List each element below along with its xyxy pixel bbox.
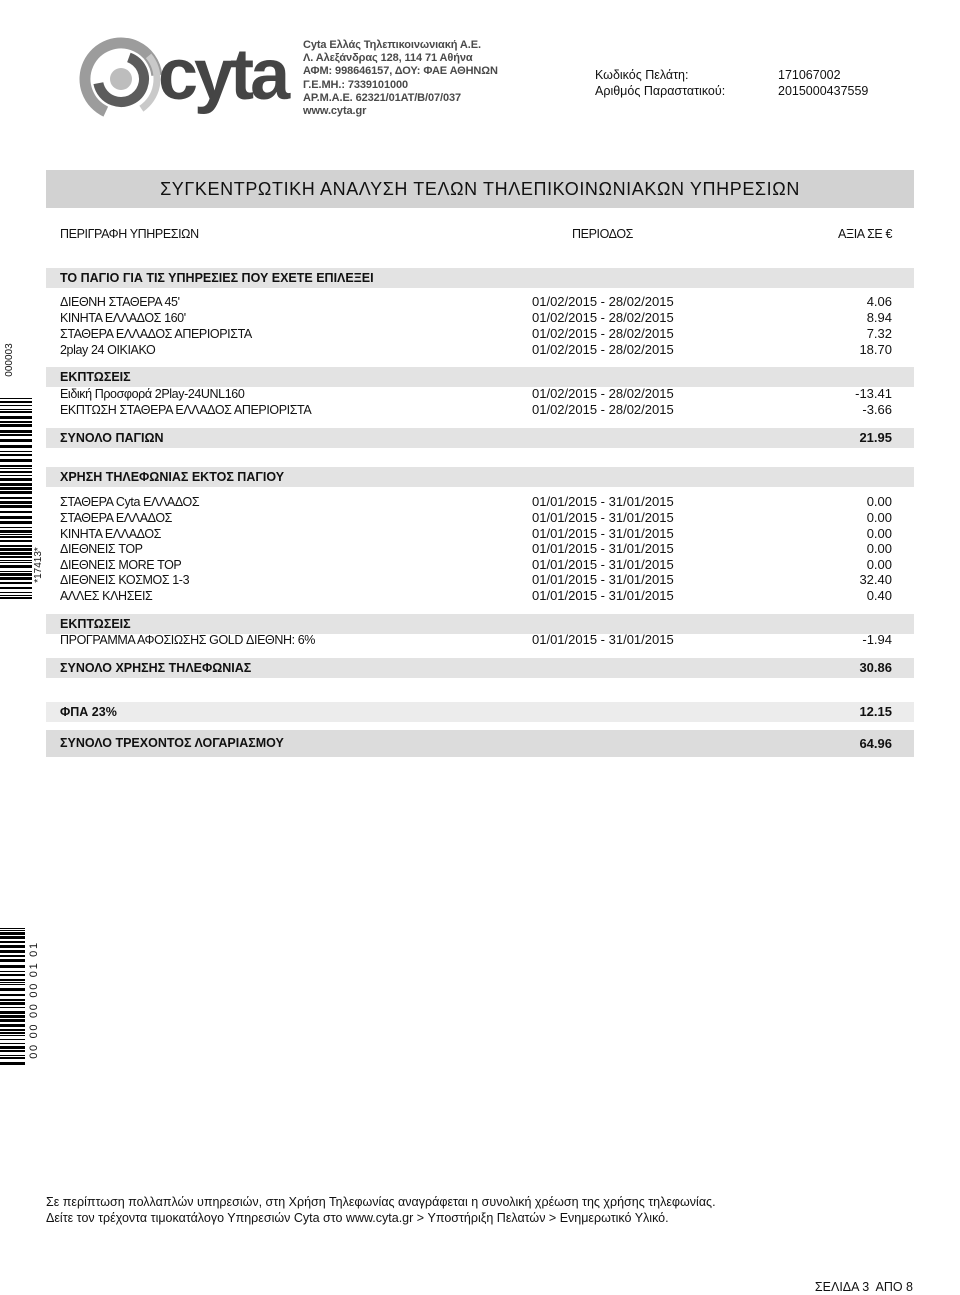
table-row [46, 526, 914, 542]
barcode-bar [0, 582, 32, 584]
barcode-bar [0, 950, 25, 953]
row-period: 01/01/2015 - 31/01/2015 [532, 588, 674, 603]
barcode-bar [0, 445, 32, 448]
barcode-bar [0, 501, 32, 504]
barcode-bar [0, 1050, 25, 1052]
barcode-bar [0, 941, 25, 943]
barcode-bar [0, 571, 32, 572]
grand-total-label: ΣΥΝΟΛΟ ΤΡΕΧΟΝΤΟΣ ΛΟΓΑΡΙΑΣΜΟΥ [60, 736, 284, 750]
row-amount: 0.00 [866, 526, 892, 541]
barcode-bar [0, 562, 32, 563]
table-row [46, 294, 914, 310]
barcode-bar [0, 536, 32, 538]
barcode-bar [0, 434, 32, 436]
customer-code-value: 171067002 [778, 68, 841, 82]
section-usage-discounts-heading [46, 614, 914, 634]
barcode-bar [0, 936, 25, 939]
row-period: 01/01/2015 - 31/01/2015 [532, 526, 674, 541]
barcode-bar [0, 982, 25, 983]
company-name: Cyta Ελλάς Τηλεπικοινωνιακή Α.Ε. [303, 39, 481, 51]
row-amount: 8.94 [866, 310, 892, 325]
row-description: ΚΙΝΗΤΑ ΕΛΛΑΔΟΣ 160' [60, 311, 186, 325]
row-description: ΑΛΛΕΣ ΚΛΗΣΕΙΣ [60, 589, 153, 603]
row-period: 01/02/2015 - 28/02/2015 [532, 386, 674, 401]
row-description: ΣΤΑΘΕΡΑ Cyta ΕΛΛΑΔΟΣ [60, 495, 200, 509]
barcode-bar [0, 955, 25, 957]
barcode-bar [0, 552, 32, 555]
document-number-label: Αριθμός Παραστατικού: [595, 84, 726, 98]
row-amount: -13.41 [855, 386, 892, 401]
column-period: ΠΕΡΙΟΔΟΣ [572, 227, 633, 241]
section-fixed-heading [46, 268, 914, 288]
row-description: ΠΡΟΓΡΑΜΜΑ ΑΦΟΣΙΩΣΗΣ GOLD ΔΙΕΘΝΗ: 6% [60, 633, 315, 647]
row-period: 01/01/2015 - 31/01/2015 [532, 572, 674, 587]
barcode-bar [0, 516, 32, 519]
barcode-bar [0, 560, 32, 561]
bottom-code: 00 00 00 00 01 01 [28, 941, 40, 1059]
barcode-bar [0, 1029, 25, 1031]
barcode-bar [0, 974, 25, 976]
barcode-bar [0, 1015, 25, 1018]
barcode-bar [0, 979, 25, 981]
barcode-code: *17413* [33, 547, 44, 583]
barcode-bar [0, 587, 32, 589]
barcode-bar [0, 971, 25, 972]
fixed-total-value: 21.95 [859, 430, 892, 445]
barcode-bar [0, 471, 32, 473]
barcode-bar [0, 409, 32, 410]
fixed-total-row [46, 428, 914, 448]
barcode-bar [0, 928, 25, 929]
barcode-bar [0, 932, 25, 935]
barcode-bar [0, 548, 32, 551]
barcode-bar [0, 483, 32, 486]
barcode-bar [0, 1032, 25, 1034]
row-amount: 0.00 [866, 494, 892, 509]
table-row [46, 310, 914, 326]
barcode-bar [0, 430, 32, 433]
row-amount: 0.00 [866, 557, 892, 572]
barcode-bar [0, 451, 32, 452]
table-row [46, 588, 914, 604]
row-amount: 18.70 [859, 342, 892, 357]
barcode-bar [0, 487, 32, 490]
fixed-total-label: ΣΥΝΟΛΟ ΠΑΓΙΩΝ [60, 431, 164, 445]
table-row [46, 386, 914, 402]
section-fixed-discounts-heading [46, 367, 914, 387]
barcode-bar [0, 930, 25, 931]
barcode-bar [0, 994, 25, 996]
barcode-bar [0, 416, 32, 419]
barcode-bar [0, 405, 32, 406]
usage-total-label: ΣΥΝΟΛΟ ΧΡΗΣΗΣ ΤΗΛΕΦΩΝΙΑΣ [60, 661, 252, 675]
row-period: 01/01/2015 - 31/01/2015 [532, 541, 674, 556]
grand-total-value: 64.96 [859, 736, 892, 751]
row-period: 01/02/2015 - 28/02/2015 [532, 326, 674, 341]
barcode-bar [0, 1055, 25, 1056]
row-description: Ειδική Προσφορά 2Play-24UNL160 [60, 387, 245, 401]
barcode-bar [0, 1046, 25, 1049]
barcode-bar [0, 1057, 25, 1059]
barcode-bar [0, 595, 32, 596]
barcode-bar [0, 1002, 25, 1005]
usage-total-row [46, 658, 914, 678]
barcode-bar [0, 597, 32, 599]
table-row [46, 541, 914, 557]
customer-code-label: Κωδικός Πελάτη: [595, 68, 689, 82]
footer-note-pricelist: Δείτε τον τρέχοντα τιμοκατάλογο Υπηρεσιών Cyta στο www.cyta.gr > Υποστήριξη Πελατών > Ενημερωτικό Υλικό. [46, 1211, 669, 1225]
barcode-bar [0, 530, 32, 533]
barcode-bar [0, 465, 32, 467]
row-period: 01/01/2015 - 31/01/2015 [532, 632, 674, 647]
row-description: ΔΙΕΘΝΕΙΣ ΚΟΣΜΟΣ 1-3 [60, 573, 190, 587]
table-row [46, 342, 914, 358]
table-row [46, 572, 914, 588]
barcode-bar [0, 497, 32, 499]
barcode-bar [0, 592, 32, 593]
barcode-bar [0, 1062, 25, 1065]
barcode-bar [0, 545, 32, 547]
company-tax-id: ΑΦΜ: 998646157, ΔΟΥ: ΦΑΕ ΑΘΗΝΩΝ [303, 65, 498, 78]
barcode-bar [0, 527, 32, 528]
section-heading-text: ΕΚΠΤΩΣΕΙΣ [60, 370, 131, 384]
barcode-bar [0, 439, 32, 442]
section-usage-heading [46, 467, 914, 487]
barcode-bar [0, 1019, 25, 1022]
company-registry: ΑΡ.Μ.Α.Ε. 62321/01ΑΤ/Β/07/037 [303, 91, 462, 104]
barcode-bar [0, 556, 32, 558]
row-amount: -3.66 [862, 402, 892, 417]
logo-wordmark: cyta [158, 35, 287, 115]
row-amount: 4.06 [866, 294, 892, 309]
cyta-swirl-icon [76, 36, 166, 122]
company-address: Λ. Αλεξάνδρας 128, 114 71 Αθήνα [303, 52, 473, 65]
row-description: ΣΤΑΘΕΡΑ ΕΛΛΑΔΟΣ [60, 511, 173, 525]
page-title: ΣΥΓΚΕΝΤΡΩΤΙΚΗ ΑΝΑΛΥΣΗ ΤΕΛΩΝ ΤΗΛΕΠΙΚΟΙΝΩΝΙΑΚΩΝ ΥΠΗΡΕΣΙΩΝ [46, 170, 914, 208]
table-row [46, 402, 914, 418]
barcode-bar [0, 468, 32, 469]
barcode-bar [0, 411, 32, 413]
section-heading-text: ΧΡΗΣΗ ΤΗΛΕΦΩΝΙΑΣ ΕΚΤΟΣ ΠΑΓΙΟΥ [60, 470, 285, 484]
vat-row [46, 702, 914, 722]
table-row [46, 557, 914, 573]
row-amount: 0.00 [866, 541, 892, 556]
row-period: 01/01/2015 - 31/01/2015 [532, 510, 674, 525]
barcode [0, 928, 25, 1068]
barcode-bar [0, 540, 32, 542]
table-row [46, 510, 914, 526]
barcode-bar [0, 1035, 25, 1036]
vat-value: 12.15 [859, 704, 892, 719]
company-gemi: Γ.Ε.ΜΗ.: 7339101000 [303, 78, 409, 91]
page-number: ΣΕΛΙΔΑ 3 ΑΠΟ 8 [814, 1280, 913, 1294]
column-description: ΠΕΡΙΓΡΑΦΗ ΥΠΗΡΕΣΙΩΝ [60, 227, 199, 241]
barcode-bar [0, 945, 25, 948]
row-amount: -1.94 [862, 632, 892, 647]
usage-total-value: 30.86 [859, 660, 892, 675]
column-headers [46, 226, 914, 242]
row-description: ΔΙΕΘΝΕΙΣ MORE TOP [60, 558, 182, 572]
section-heading-text: ΕΚΠΤΩΣΕΙΣ [60, 617, 131, 631]
grand-total-row [46, 730, 914, 757]
row-period: 01/02/2015 - 28/02/2015 [532, 342, 674, 357]
table-row [46, 326, 914, 342]
barcode-bar [0, 459, 32, 462]
barcode-bar [0, 398, 32, 399]
barcode-bar [0, 424, 32, 427]
barcode [0, 398, 32, 600]
barcode-bar [0, 965, 25, 968]
row-period: 01/01/2015 - 31/01/2015 [532, 494, 674, 509]
barcode-bar [0, 421, 32, 423]
barcode-bar [0, 454, 32, 456]
company-info [303, 39, 498, 118]
barcode-bar [0, 565, 32, 568]
barcode-bar [0, 511, 32, 513]
row-description: 2play 24 ΟΙΚΙΑΚΟ [60, 343, 156, 357]
footer-note-usage: Σε περίπτωση πολλαπλών υπηρεσιών, στη Χρήση Τηλεφωνίας αναγράφεται η συνολική χρέωση της χρήσης τηλεφωνίας. [46, 1195, 716, 1209]
company-website: www.cyta.gr [303, 105, 367, 118]
row-period: 01/02/2015 - 28/02/2015 [532, 402, 674, 417]
barcode-bar [0, 478, 32, 481]
barcode-bar [0, 988, 25, 991]
table-row [46, 494, 914, 510]
row-description: ΕΚΠΤΩΣΗ ΣΤΑΘΕΡΑ ΕΛΛΑΔΟΣ ΑΠΕΡΙΟΡΙΣΤΑ [60, 403, 312, 417]
barcode-bar [0, 984, 25, 985]
row-amount: 7.32 [866, 326, 892, 341]
row-description: ΣΤΑΘΕΡΑ ΕΛΛΑΔΟΣ ΑΠΕΡΙΟΡΙΣΤΑ [60, 327, 252, 341]
row-description: ΔΙΕΘΝΗ ΣΤΑΘΕΡΑ 45' [60, 295, 180, 309]
section-heading-text: ΤΟ ΠΑΓΙΟ ΓΙΑ ΤΙΣ ΥΠΗΡΕΣΙΕΣ ΠΟΥ ΕΧΕΤΕ ΕΠΙΛΕΞΕΙ [60, 271, 374, 285]
row-period: 01/02/2015 - 28/02/2015 [532, 310, 674, 325]
document-number-value: 2015000437559 [778, 84, 869, 98]
barcode-bar [0, 521, 32, 524]
row-amount: 0.40 [866, 588, 892, 603]
barcode-bar [0, 577, 32, 580]
barcode-bar [0, 475, 32, 476]
vat-label: ΦΠΑ 23% [60, 705, 117, 719]
barcode-bar [0, 505, 32, 508]
barcode-bar [0, 1043, 25, 1044]
table-row [46, 632, 914, 648]
barcode-bar [0, 573, 32, 576]
barcode-bar [0, 491, 32, 494]
barcode-bar [0, 1039, 25, 1040]
row-period: 01/01/2015 - 31/01/2015 [532, 557, 674, 572]
row-description: ΚΙΝΗΤΑ ΕΛΛΑΔΟΣ [60, 527, 162, 541]
row-description: ΔΙΕΘΝΕΙΣ TOP [60, 542, 143, 556]
row-period: 01/02/2015 - 28/02/2015 [532, 294, 674, 309]
column-amount: ΑΞΙΑ ΣΕ € [838, 227, 892, 241]
barcode-bar [0, 999, 25, 1001]
row-amount: 0.00 [866, 510, 892, 525]
barcode-bar [0, 1011, 25, 1014]
sheet-number: 000003 [4, 343, 15, 377]
barcode-bar [0, 401, 32, 403]
barcode-bar [0, 1024, 25, 1027]
row-amount: 32.40 [859, 572, 892, 587]
barcode-bar [0, 959, 25, 962]
barcode-bar [0, 1007, 25, 1008]
barcode-bar [0, 534, 32, 535]
